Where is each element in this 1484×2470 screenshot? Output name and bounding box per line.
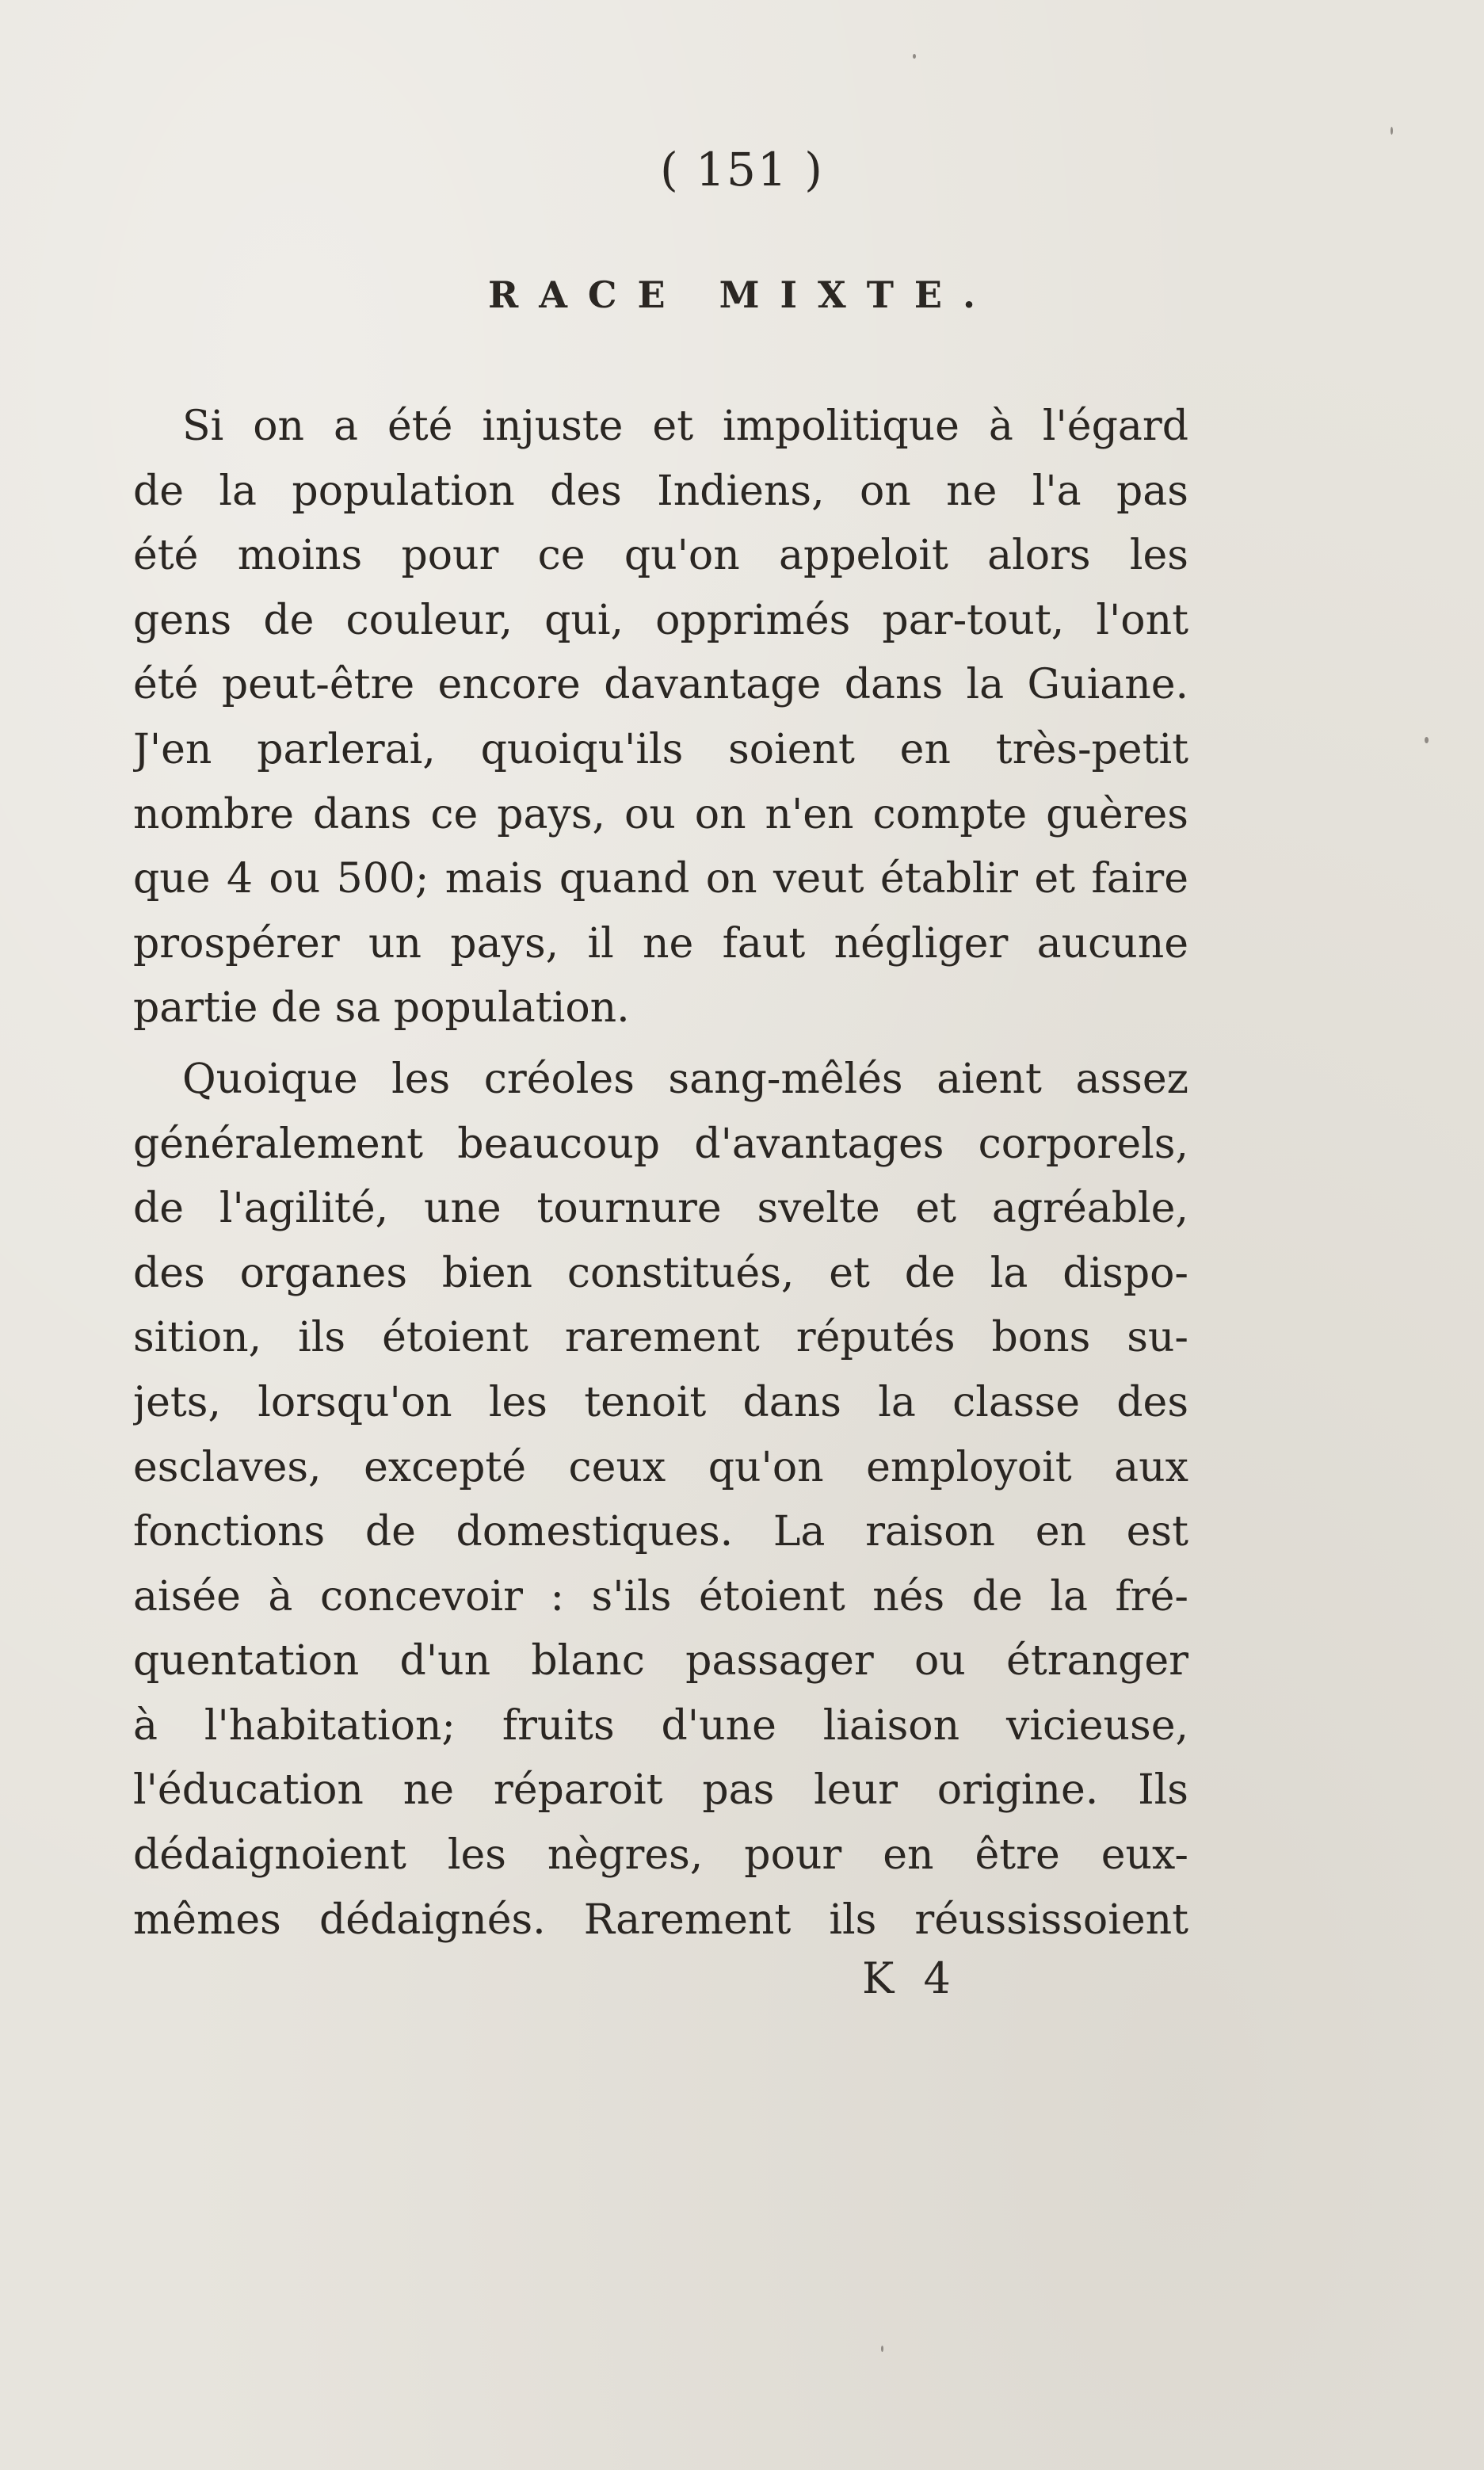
paragraph-2: [133, 1048, 1188, 1953]
text-line: aisée à concevoir : s'ils étoient nés de la fré-: [133, 1572, 1188, 1621]
text-line: sition, ils étoient rarement réputés bons su-: [133, 1314, 1188, 1362]
text-line: des organes bien constitués, et de la dispo-: [133, 1249, 1188, 1297]
text-line: l'éducation ne réparoit pas leur origine. Ils: [133, 1766, 1188, 1815]
text-line: gens de couleur, qui, opprimés par-tout, l'ont: [133, 596, 1188, 644]
text-line: partie de sa population.: [133, 984, 630, 1033]
text-line: fonctions de domestiques. La raison en est: [133, 1508, 1188, 1556]
text-line: mêmes dédaignés. Rarement ils réussissoient: [133, 1895, 1188, 1944]
body-text: [133, 395, 1188, 1953]
text-line: Si on a été injuste et impolitique à l'égard: [182, 403, 1188, 450]
text-line: esclaves, excepté ceux qu'on employoit aux: [133, 1443, 1188, 1491]
text-line: à l'habitation; fruits d'une liaison vicieuse,: [133, 1701, 1188, 1750]
paper-speck: [1425, 737, 1429, 743]
text-line: jets, lorsqu'on les tenoit dans la classe des: [133, 1378, 1188, 1426]
text-line: que 4 ou 500; mais quand on veut établir et faire: [133, 855, 1188, 903]
text-line: généralement beaucoup d'avantages corporels,: [133, 1120, 1188, 1168]
paper-speck: [1391, 127, 1393, 135]
page-number: ( 151 ): [660, 143, 824, 197]
text-line: été peut-être encore davantage dans la Guiane.: [133, 661, 1188, 709]
text-line: J'en parlerai, quoiqu'ils soient en très-petit: [133, 725, 1188, 773]
text-line: été moins pour ce qu'on appeloit alors les: [133, 532, 1188, 580]
text-line: nombre dans ce pays, ou on n'en compte guères: [133, 790, 1188, 838]
paragraph-1: [133, 395, 1188, 1041]
text-line: quentation d'un blanc passager ou étranger: [133, 1637, 1188, 1685]
paper-speck: [913, 54, 916, 59]
section-title: RACE MIXTE.: [487, 273, 997, 316]
text-line: prospérer un pays, il ne faut négliger aucune: [133, 919, 1188, 968]
text-line: de la population des Indiens, on ne l'a pas: [133, 467, 1188, 515]
text-line: Quoique les créoles sang-mêlés aient assez: [182, 1055, 1188, 1103]
text-line: dédaignoient les nègres, pour en être eux-: [133, 1831, 1188, 1880]
paper-speck: [881, 2346, 883, 2352]
text-line: de l'agilité, une tournure svelte et agréable,: [133, 1185, 1188, 1233]
paragraph-gap: [133, 1041, 1188, 1048]
signature-mark: K 4: [862, 1953, 959, 2003]
